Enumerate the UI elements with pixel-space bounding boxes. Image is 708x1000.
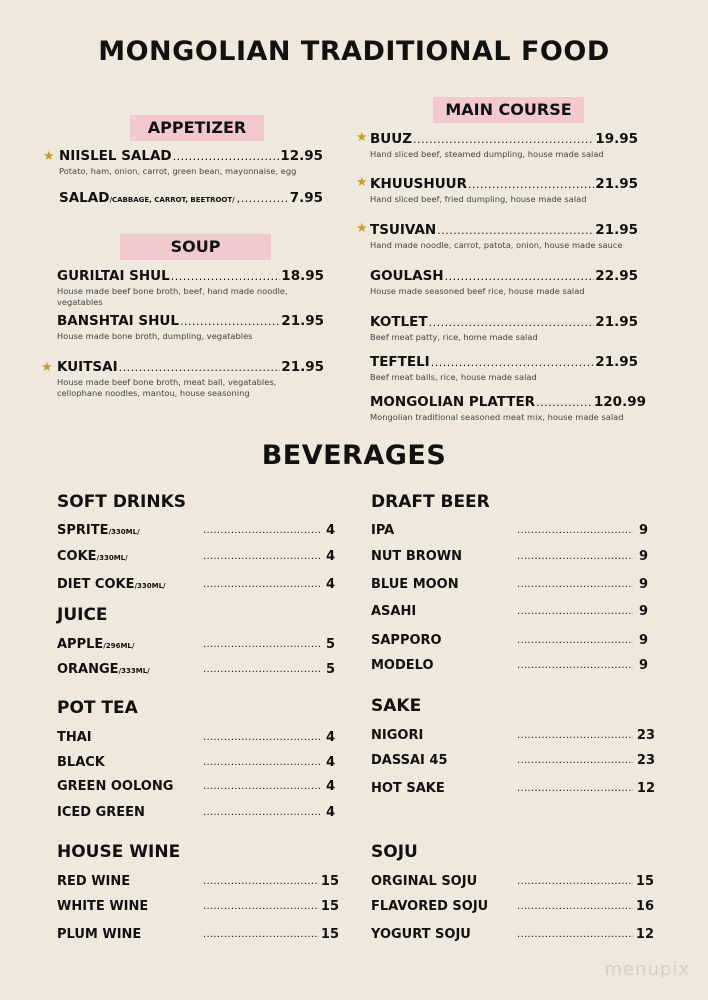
beverage-price: 9 bbox=[638, 549, 648, 564]
beverage-name: YOGURT SOJU bbox=[371, 927, 471, 942]
item-price: 21.95 bbox=[595, 176, 638, 192]
beverage-price: 15 bbox=[320, 874, 339, 889]
soup-heading: SOUP bbox=[120, 234, 271, 260]
beverage-price: 4 bbox=[325, 730, 335, 745]
beverage-item bbox=[371, 577, 648, 593]
star-icon: ★ bbox=[43, 149, 55, 164]
beverage-name: BLACK bbox=[57, 755, 105, 770]
item-price: 12.95 bbox=[280, 148, 323, 164]
soju-heading: SOJU bbox=[371, 842, 418, 862]
beverage-price: 15 bbox=[635, 874, 654, 889]
item-name: KUITSAI bbox=[57, 359, 118, 375]
beverage-size: /330ML/ bbox=[134, 582, 166, 590]
item-price: 21.95 bbox=[281, 359, 324, 375]
beverage-item bbox=[57, 805, 335, 821]
beverage-name: DASSAI 45 bbox=[371, 753, 448, 768]
item-price: 21.95 bbox=[595, 354, 638, 370]
sake-heading: SAKE bbox=[371, 696, 422, 716]
beverage-name: COKE bbox=[57, 549, 97, 564]
beverage-price: 9 bbox=[638, 604, 648, 619]
beverage-item bbox=[371, 633, 648, 649]
beverage-name: ORANGE bbox=[57, 662, 119, 677]
item-name: TSUIVAN bbox=[370, 222, 437, 238]
item-price: 21.95 bbox=[595, 222, 638, 238]
menu-item bbox=[57, 313, 324, 342]
menu-item bbox=[57, 359, 324, 399]
beverage-name: ORGINAL SOJU bbox=[371, 874, 478, 889]
beverage-name: ICED GREEN bbox=[57, 805, 145, 820]
item-description: House made bone broth, dumpling, vegatables bbox=[57, 331, 253, 341]
item-description: Hand sliced beef, fried dumpling, house made salad bbox=[370, 194, 587, 204]
beverage-item bbox=[371, 523, 648, 539]
beverage-price: 4 bbox=[325, 549, 335, 564]
beverage-price: 16 bbox=[635, 899, 654, 914]
star-icon: ★ bbox=[356, 221, 368, 236]
beverage-item bbox=[57, 637, 335, 653]
watermark: menupix bbox=[604, 959, 690, 980]
menu-item bbox=[370, 394, 646, 423]
star-icon: ★ bbox=[356, 130, 368, 145]
item-name: KHUUSHUUR bbox=[370, 176, 468, 192]
beverage-item bbox=[371, 927, 654, 943]
beverage-item bbox=[371, 781, 655, 797]
beverage-item bbox=[371, 753, 655, 769]
main-course-heading: MAIN COURSE bbox=[433, 97, 584, 123]
beverage-size: /333ML/ bbox=[118, 667, 150, 675]
beverages-title: BEVERAGES bbox=[261, 440, 447, 471]
star-icon: ★ bbox=[356, 175, 368, 190]
item-price: 7.95 bbox=[289, 190, 323, 206]
beverage-price: 9 bbox=[638, 658, 648, 673]
page-title: MONGOLIAN TRADITIONAL FOOD bbox=[98, 36, 610, 67]
menu-item bbox=[59, 190, 323, 206]
beverage-item bbox=[57, 899, 339, 915]
beverage-item bbox=[57, 577, 335, 593]
beverage-name: SAPPORO bbox=[371, 633, 442, 648]
beverage-price: 4 bbox=[325, 805, 335, 820]
beverage-name: THAI bbox=[57, 730, 92, 745]
item-description: Beef meat balls, rice, house made salad bbox=[370, 372, 537, 382]
item-name: BANSHTAI SHUL bbox=[57, 313, 179, 329]
beverage-item bbox=[57, 549, 335, 565]
beverage-name: WHITE WINE bbox=[57, 899, 149, 914]
item-name: TEFTELI bbox=[370, 354, 430, 370]
item-price: 19.95 bbox=[595, 131, 638, 147]
beverage-price: 23 bbox=[636, 728, 655, 743]
menu-item bbox=[370, 314, 638, 343]
beverage-price: 5 bbox=[325, 637, 335, 652]
menu-item bbox=[370, 222, 638, 251]
beverage-item bbox=[371, 658, 648, 674]
item-description: Mongolian traditional seasoned meat mix, house made salad bbox=[370, 412, 624, 422]
item-name: GOULASH bbox=[370, 268, 444, 284]
item-price: 120.99 bbox=[593, 394, 646, 410]
item-note: /CABBAGE, CARROT, BEETROOT/ , bbox=[109, 196, 240, 204]
beverage-name: SPRITE bbox=[57, 523, 109, 538]
beverage-size: /330ML/ bbox=[108, 528, 140, 536]
item-description: Beef meat patty, rice, home made salad bbox=[370, 332, 538, 342]
beverage-item bbox=[57, 927, 339, 943]
beverage-name: RED WINE bbox=[57, 874, 131, 889]
menu-item bbox=[370, 354, 638, 383]
beverage-name: DIET COKE bbox=[57, 577, 135, 592]
beverage-item bbox=[371, 874, 654, 890]
star-icon: ★ bbox=[41, 360, 53, 375]
beverage-name: NUT BROWN bbox=[371, 549, 463, 564]
house-wine-heading: HOUSE WINE bbox=[57, 842, 181, 862]
item-price: 22.95 bbox=[595, 268, 638, 284]
item-price: 21.95 bbox=[595, 314, 638, 330]
beverage-name: ASAHI bbox=[371, 604, 417, 619]
beverage-name: IPA bbox=[371, 523, 395, 538]
menu-item bbox=[370, 131, 638, 160]
beverage-item bbox=[57, 874, 339, 890]
beverage-name: APPLE bbox=[57, 637, 104, 652]
beverage-size: /330ML/ bbox=[96, 554, 128, 562]
beverage-item bbox=[57, 662, 335, 678]
menu-item bbox=[57, 268, 324, 308]
item-name: SALAD bbox=[59, 190, 110, 206]
beverage-price: 4 bbox=[325, 755, 335, 770]
beverage-price: 5 bbox=[325, 662, 335, 677]
menu-item bbox=[59, 148, 323, 177]
item-name: NIISLEL SALAD bbox=[59, 148, 172, 164]
beverage-item bbox=[57, 730, 335, 746]
item-description: Potato, ham, onion, carrot, green bean, mayonnaise, egg bbox=[59, 166, 297, 176]
beverage-name: HOT SAKE bbox=[371, 781, 445, 796]
soft-drinks-heading: SOFT DRINKS bbox=[57, 492, 186, 512]
beverage-price: 9 bbox=[638, 577, 648, 592]
beverage-item bbox=[371, 549, 648, 565]
beverage-item bbox=[371, 899, 654, 915]
beverage-name: BLUE MOON bbox=[371, 577, 459, 592]
beverage-price: 4 bbox=[325, 577, 335, 592]
beverage-item bbox=[371, 728, 655, 744]
menu-item bbox=[370, 268, 638, 297]
beverage-name: FLAVORED SOJU bbox=[371, 899, 489, 914]
item-description: Hand made noodle, carrot, patota, onion, house made sauce bbox=[370, 240, 623, 250]
draft-beer-heading: DRAFT BEER bbox=[371, 492, 490, 512]
item-price: 18.95 bbox=[281, 268, 324, 284]
beverage-price: 9 bbox=[638, 633, 648, 648]
beverage-item bbox=[57, 523, 335, 539]
juice-heading: JUICE bbox=[57, 605, 108, 625]
item-description: House made beef bone broth, meat ball, vegatables, cellophane noodles, mantou, house seasoning bbox=[57, 377, 277, 398]
beverage-price: 23 bbox=[636, 753, 655, 768]
item-name: GURILTAI SHUL bbox=[57, 268, 170, 284]
beverage-name: GREEN OOLONG bbox=[57, 779, 174, 794]
beverage-item bbox=[57, 755, 335, 771]
beverage-price: 12 bbox=[636, 781, 655, 796]
beverage-price: 15 bbox=[320, 927, 339, 942]
item-description: House made seasoned beef rice, house made salad bbox=[370, 286, 585, 296]
beverage-name: MODELO bbox=[371, 658, 434, 673]
beverage-price: 4 bbox=[325, 523, 335, 538]
item-name: BUUZ bbox=[370, 131, 413, 147]
beverage-name: PLUM WINE bbox=[57, 927, 142, 942]
beverage-price: 4 bbox=[325, 779, 335, 794]
menu-item bbox=[370, 176, 638, 205]
item-name: MONGOLIAN PLATTER bbox=[370, 394, 536, 410]
beverage-price: 9 bbox=[638, 523, 648, 538]
item-price: 21.95 bbox=[281, 313, 324, 329]
beverage-size: /296ML/ bbox=[103, 642, 135, 650]
beverage-item bbox=[57, 779, 335, 795]
beverage-price: 15 bbox=[320, 899, 339, 914]
beverage-name: NIGORI bbox=[371, 728, 424, 743]
appetizer-heading: APPETIZER bbox=[130, 115, 264, 141]
beverage-price: 12 bbox=[635, 927, 654, 942]
beverage-item bbox=[371, 604, 648, 620]
pot-tea-heading: POT TEA bbox=[57, 698, 138, 718]
item-name: KOTLET bbox=[370, 314, 428, 330]
item-description: Hand sliced beef, steamed dumpling, house made salad bbox=[370, 149, 604, 159]
item-description: House made beef bone broth, beef, hand made noodle, vegatables bbox=[57, 286, 288, 307]
